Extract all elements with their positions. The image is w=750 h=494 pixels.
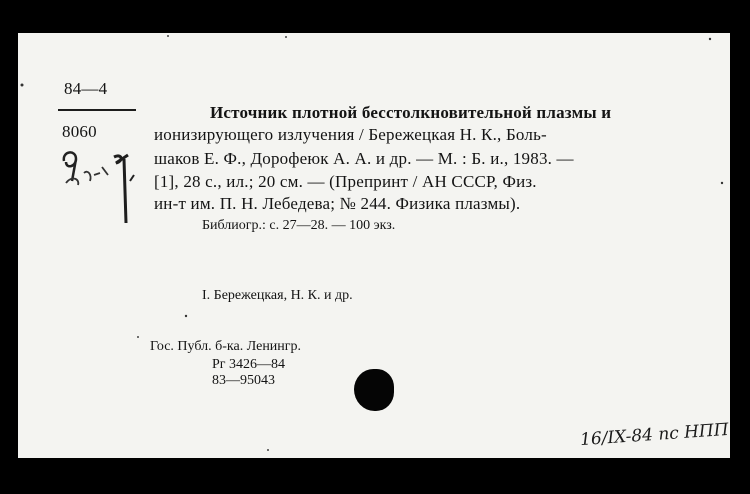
handwritten-date-note: 16/IX-84 пс НПП — [579, 419, 730, 451]
description-line-4: [1], 28 с., ил.; 20 см. — (Препринт / АН СССР, Физ. — [154, 172, 537, 191]
paper-specks — [18, 33, 730, 458]
library-name: Гос. Публ. б-ка. Ленингр. — [150, 339, 302, 354]
call-number-bottom: 8060 — [62, 122, 97, 141]
catalog-card — [18, 33, 730, 458]
call-number-top: 84—4 — [64, 79, 108, 98]
description-line-2: ионизирующего излучения / Бережецкая Н. К., Боль- — [154, 125, 547, 144]
title-start: Источник плотной бесстолкновительной плазмы и — [210, 103, 612, 122]
bibliography-note: Библиогр.: с. 27—28. — 100 экз. — [202, 218, 396, 233]
description-line-3: шаков Е. Ф., Дорофеюк А. А. и др. — М. : Б. и., 1983. — — [154, 149, 574, 168]
added-entry: I. Бережецкая, Н. К. и др. — [202, 288, 353, 303]
card-number: 83—95043 — [212, 373, 275, 388]
description-line-5: ин-т им. П. Н. Лебедева; № 244. Физика плазмы). — [154, 194, 521, 213]
registration-number: Рг 3426—84 — [212, 357, 286, 372]
